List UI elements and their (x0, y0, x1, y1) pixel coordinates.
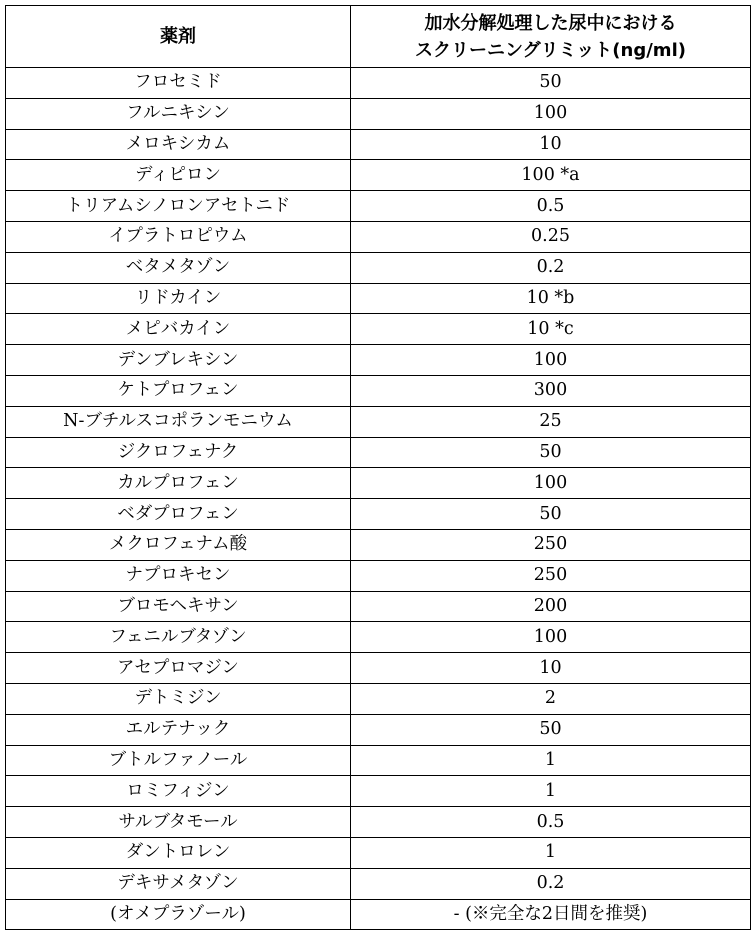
limit-cell: 1 (351, 745, 751, 776)
table-row (6, 499, 751, 530)
limit-cell: 0.5 (351, 807, 751, 838)
limit-cell: 0.25 (351, 221, 751, 252)
limit-cell: 10 (351, 653, 751, 684)
drug-cell: エルテナック (6, 714, 351, 745)
limit-cell: - (※完全な2日間を推奨) (351, 899, 751, 930)
table-row (6, 129, 751, 160)
table-row (6, 468, 751, 499)
table-row (6, 98, 751, 129)
limit-cell: 10 *c (351, 314, 751, 345)
limit-cell: 300 (351, 375, 751, 406)
limit-cell: 200 (351, 591, 751, 622)
drug-cell: ジクロフェナク (6, 437, 351, 468)
drug-cell: (オメプラゾール) (6, 899, 351, 930)
drug-cell: ディピロン (6, 160, 351, 191)
screening-limit-table (5, 5, 751, 930)
table-row (6, 591, 751, 622)
limit-cell: 2 (351, 683, 751, 714)
drug-cell: フロセミド (6, 68, 351, 99)
limit-cell: 250 (351, 560, 751, 591)
table-row (6, 776, 751, 807)
drug-cell: デトミジン (6, 683, 351, 714)
drug-cell: フルニキシン (6, 98, 351, 129)
limit-cell: 0.2 (351, 252, 751, 283)
drug-cell: リドカイン (6, 283, 351, 314)
limit-cell: 0.5 (351, 191, 751, 222)
drug-cell: メロキシカム (6, 129, 351, 160)
limit-header-line1: 加水分解処理した尿中における (424, 12, 677, 34)
limit-cell: 100 *a (351, 160, 751, 191)
table-row (6, 899, 751, 930)
limit-cell: 100 (351, 345, 751, 376)
drug-cell: ブトルファノール (6, 745, 351, 776)
limit-header-line2: スクリーニングリミット(ng/ml) (415, 39, 686, 61)
limit-cell: 50 (351, 714, 751, 745)
drug-cell: メピバカイン (6, 314, 351, 345)
table-row (6, 714, 751, 745)
limit-cell: 25 (351, 406, 751, 437)
limit-cell: 50 (351, 499, 751, 530)
limit-cell: 10 *b (351, 283, 751, 314)
drug-cell: ダントロレン (6, 837, 351, 868)
drug-cell: ナプロキセン (6, 560, 351, 591)
drug-cell: ベダプロフェン (6, 499, 351, 530)
table-row (6, 837, 751, 868)
table-row (6, 406, 751, 437)
drug-cell: ベタメタゾン (6, 252, 351, 283)
table-row (6, 683, 751, 714)
table-row (6, 745, 751, 776)
table-row (6, 653, 751, 684)
table-row (6, 160, 751, 191)
drug-cell: N-ブチルスコポランモニウム (6, 406, 351, 437)
drug-cell: ロミフィジン (6, 776, 351, 807)
table-row (6, 622, 751, 653)
table-row (6, 375, 751, 406)
drug-cell: イプラトロピウム (6, 221, 351, 252)
table-row (6, 252, 751, 283)
limit-cell: 50 (351, 437, 751, 468)
limit-cell: 100 (351, 98, 751, 129)
limit-cell: 1 (351, 837, 751, 868)
drug-cell: カルプロフェン (6, 468, 351, 499)
drug-cell: デキサメタゾン (6, 868, 351, 899)
table-row (6, 807, 751, 838)
table-row (6, 529, 751, 560)
table-row (6, 314, 751, 345)
drug-cell: デンブレキシン (6, 345, 351, 376)
drug-cell: アセプロマジン (6, 653, 351, 684)
limit-cell: 100 (351, 468, 751, 499)
drug-cell: サルブタモール (6, 807, 351, 838)
header-row (6, 6, 751, 68)
table-row (6, 283, 751, 314)
drug-cell: メクロフェナム酸 (6, 529, 351, 560)
table-row (6, 437, 751, 468)
limit-cell: 50 (351, 68, 751, 99)
limit-cell: 10 (351, 129, 751, 160)
drug-cell: トリアムシノロンアセトニド (6, 191, 351, 222)
limit-cell: 250 (351, 529, 751, 560)
drug-column-header: 薬剤 (6, 6, 351, 68)
table-row (6, 345, 751, 376)
table-row (6, 560, 751, 591)
limit-cell: 1 (351, 776, 751, 807)
table-row (6, 221, 751, 252)
limit-column-header (351, 6, 751, 68)
drug-cell: フェニルブタゾン (6, 622, 351, 653)
table-row (6, 68, 751, 99)
table-row (6, 868, 751, 899)
drug-cell: ブロモヘキサン (6, 591, 351, 622)
drug-cell: ケトプロフェン (6, 375, 351, 406)
table-row (6, 191, 751, 222)
limit-cell: 100 (351, 622, 751, 653)
limit-cell: 0.2 (351, 868, 751, 899)
table-body (6, 68, 751, 930)
